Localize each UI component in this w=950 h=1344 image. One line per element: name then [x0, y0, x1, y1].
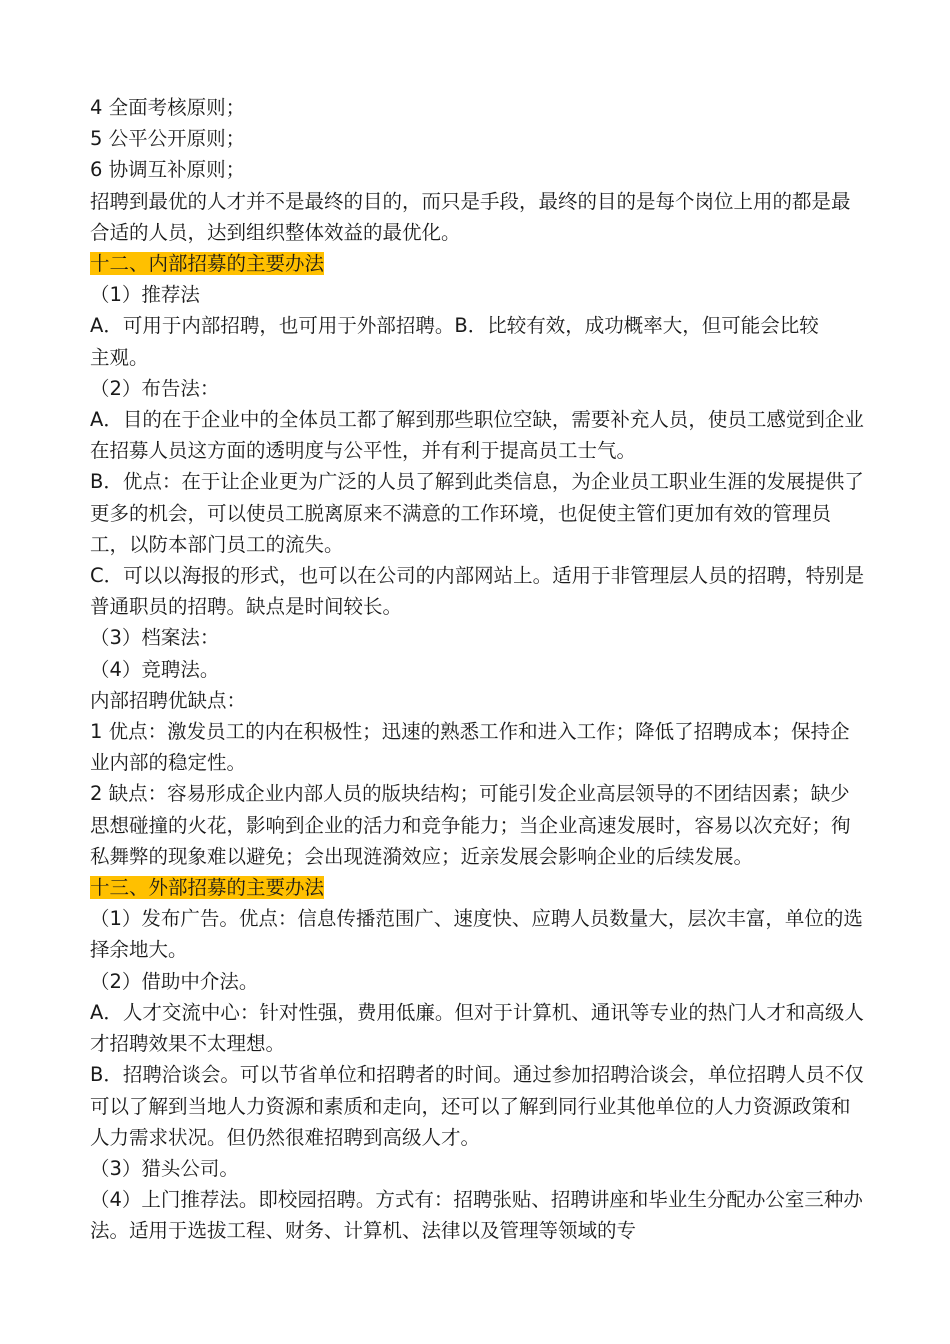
- paragraph: 2 缺点：容易形成企业内部人员的版块结构；可能引发企业高层领导的不团结因素；缺少思想碰撞的火花，影响到企业的活力和竞争能力；当企业高速发展时，容易以次充好；徇私舞弊的现象难以避免；会出现涟漪效应；近亲发展会影响企业的后续发展。: [90, 782, 851, 868]
- paragraph: C．可以以海报的形式，也可以在公司的内部网站上。适用于非管理层人员的招聘，特别是普通职员的招聘。缺点是时间较长。: [90, 564, 865, 619]
- paragraph: （2）布告法：: [90, 376, 220, 400]
- section-12-heading: 十二、内部招募的主要办法: [90, 252, 325, 276]
- paragraph: B．优点：在于让企业更为广泛的人员了解到此类信息，为企业员工职业生涯的发展提供了更多的机会，可以使员工脱离原来不满意的工作环境，也促使主管们更加有效的管理员工，以防本部门员工的流失。: [90, 470, 864, 556]
- paragraph: 5 公平公开原则；: [90, 127, 246, 151]
- paragraph: （1）推荐法: [90, 283, 200, 307]
- section-13-heading-row: [90, 872, 865, 903]
- paragraph: （4）上门推荐法。即校园招聘。方式有：招聘张贴、招聘讲座和毕业生分配办公室三种办法。适用于选拔工程、财务、计算机、法律以及管理等领域的专: [90, 1188, 863, 1243]
- paragraph: 4 全面考核原则；: [90, 96, 246, 119]
- paragraph: A．目的在于企业中的全体员工都了解到那些职位空缺，需要补充人员，使员工感觉到企业在招募人员这方面的透明度与公平性，并有利于提高员工士气。: [90, 408, 864, 463]
- paragraph: （1）发布广告。优点：信息传播范围广、速度快、应聘人员数量大，层次丰富，单位的选择余地大。: [90, 907, 863, 962]
- paragraph: （4）竞聘法。: [90, 657, 220, 681]
- paragraph: （3）猎头公司。: [90, 1156, 239, 1180]
- paragraph: A．可用于内部招聘，也可用于外部招聘。B．比较有效，成功概率大，但可能会比较主观。: [90, 314, 819, 369]
- paragraph: 招聘到最优的人才并不是最终的目的，而只是手段，最终的目的是每个岗位上用的都是最合适的人员，达到组织整体效益的最优化。: [90, 189, 851, 244]
- section-13-heading: 十三、外部招募的主要办法: [90, 876, 325, 900]
- paragraph: B．招聘洽谈会。可以节省单位和招聘者的时间。通过参加招聘洽谈会，单位招聘人员不仅可以了解到当地人力资源和素质和走向，还可以了解到同行业其他单位的人力资源政策和人力需求状况。但仍然很难招聘到高级人才。: [90, 1063, 864, 1149]
- paragraph: 内部招聘优缺点：: [90, 688, 247, 712]
- document-body: [90, 92, 865, 1247]
- paragraph: 1 优点：激发员工的内在积极性；迅速的熟悉工作和进入工作；降低了招聘成本；保持企业内部的稳定性。: [90, 720, 850, 775]
- paragraph: A．人才交流中心：针对性强，费用低廉。但对于计算机、通讯等专业的热门人才和高级人才招聘效果不太理想。: [90, 1000, 864, 1056]
- paragraph: （2）借助中介法。: [90, 969, 259, 993]
- paragraph: 6 协调互补原则；: [90, 158, 246, 182]
- section-12-heading-row: [90, 248, 865, 279]
- paragraph: （3）档案法：: [90, 626, 220, 650]
